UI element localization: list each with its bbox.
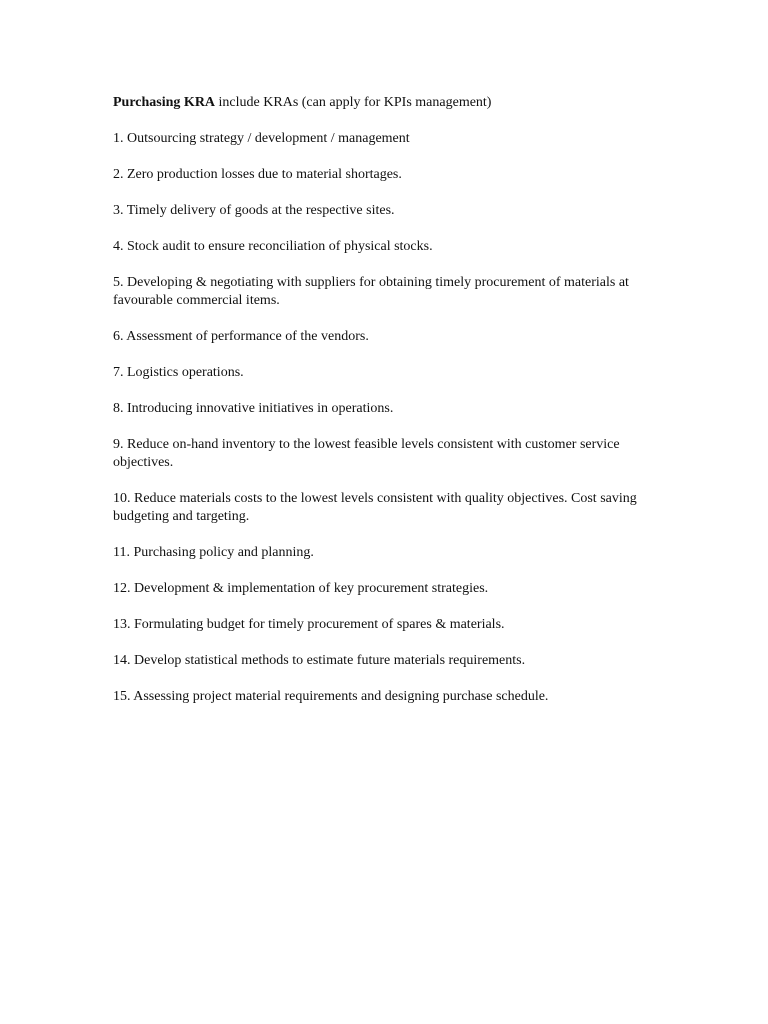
kra-item: 15. Assessing project material requirements and designing purchase schedule.: [113, 689, 549, 704]
kra-item: 5. Developing & negotiating with suppliers for obtaining timely procurement of materials at favourable commercial items.: [113, 275, 629, 308]
kra-item: 8. Introducing innovative initiatives in operations.: [113, 401, 394, 416]
kra-item: 10. Reduce materials costs to the lowest levels consistent with quality objectives. Cost saving budgeting and targeting.: [113, 491, 637, 524]
kra-item: 13. Formulating budget for timely procurement of spares & materials.: [113, 617, 505, 632]
heading-bold-term: Purchasing KRA: [113, 95, 216, 110]
kra-item: 1. Outsourcing strategy / development / management: [113, 131, 410, 146]
heading-rest-text: include KRAs (can apply for KPIs management): [215, 95, 492, 110]
document-heading: [113, 94, 673, 112]
kra-item: 2. Zero production losses due to material shortages.: [113, 167, 402, 182]
kra-item: 12. Development & implementation of key procurement strategies.: [113, 581, 489, 596]
kra-item: 11. Purchasing policy and planning.: [113, 545, 314, 560]
kra-item: 14. Develop statistical methods to estimate future materials requirements.: [113, 653, 526, 668]
kra-list: [113, 130, 673, 706]
kra-item: 7. Logistics operations.: [113, 365, 244, 380]
kra-item: 4. Stock audit to ensure reconciliation of physical stocks.: [113, 239, 433, 254]
kra-item: 3. Timely delivery of goods at the respective sites.: [113, 203, 395, 218]
document-page: [113, 94, 673, 724]
kra-item: 9. Reduce on-hand inventory to the lowest feasible levels consistent with customer service objectives.: [113, 437, 620, 470]
kra-item: 6. Assessment of performance of the vendors.: [113, 329, 369, 344]
